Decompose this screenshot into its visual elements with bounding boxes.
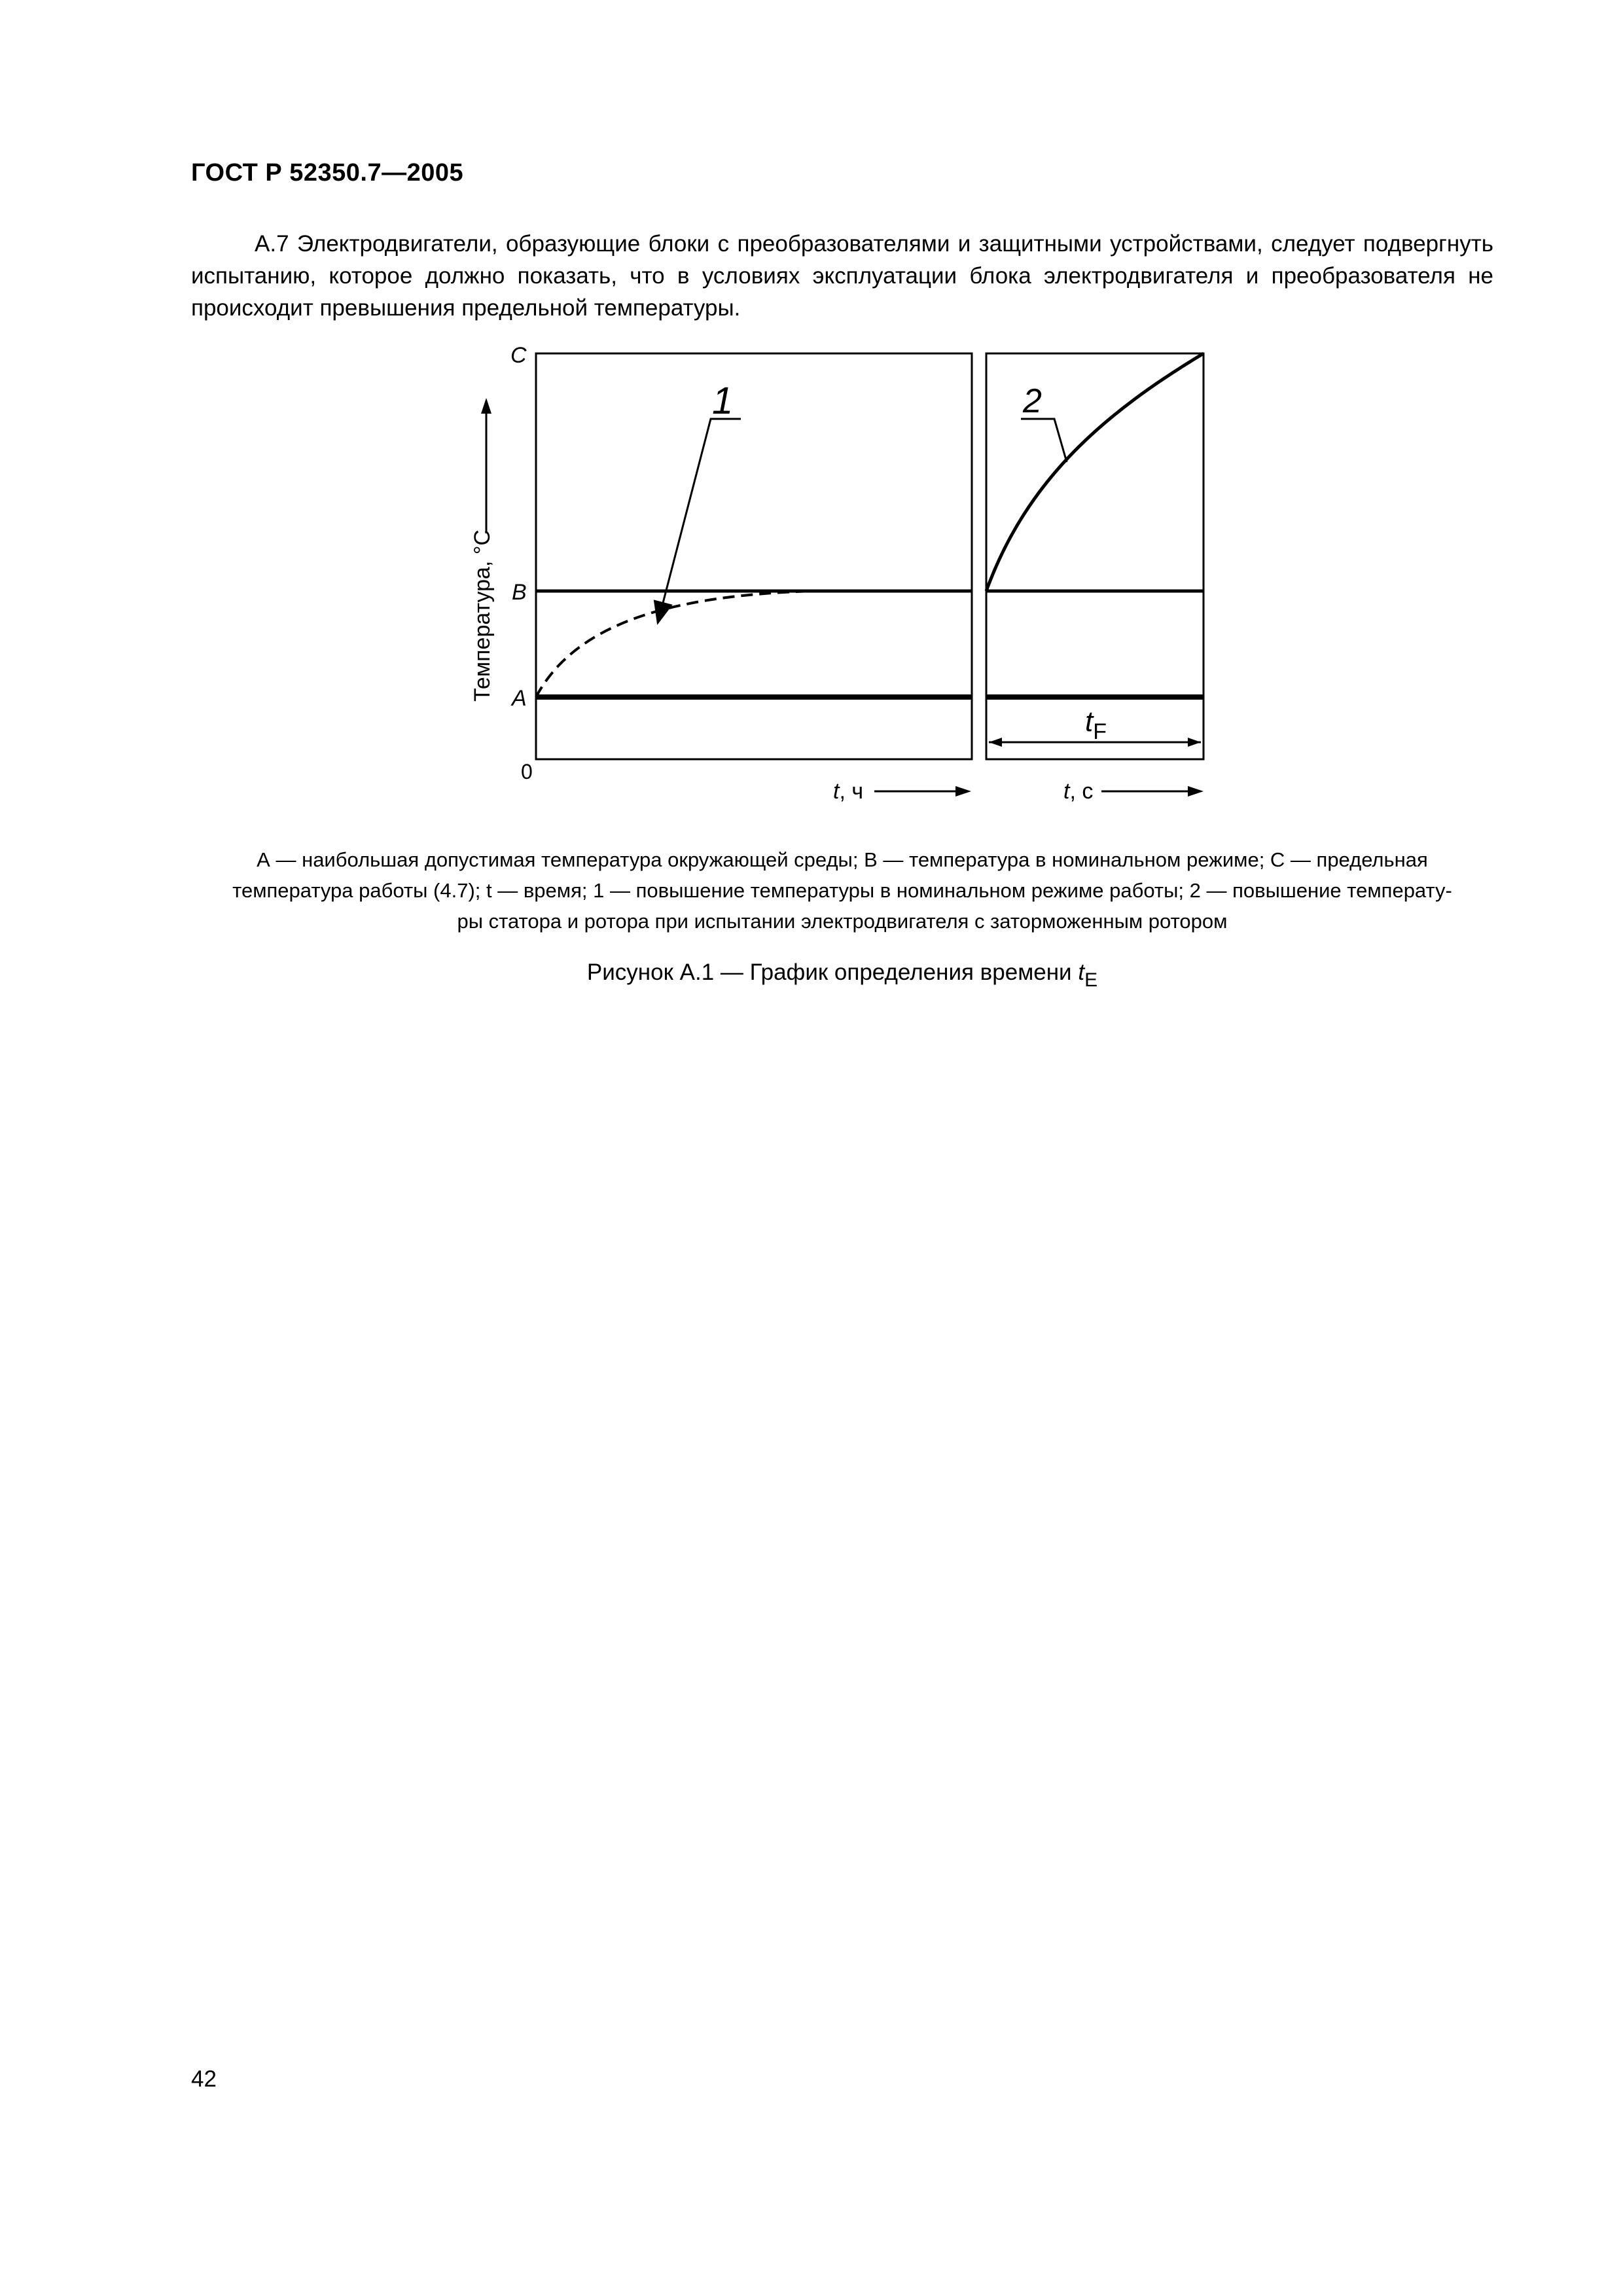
interval-tf-label: $t_F$ xyxy=(1085,706,1107,744)
ytick-zero: 0 xyxy=(521,760,533,783)
x-axis-label-seconds: t, с xyxy=(1063,779,1094,804)
curve-1-nominal xyxy=(536,591,812,697)
curve-1-label: 1 xyxy=(712,380,734,422)
figure-caption xyxy=(191,960,1493,992)
ytick-a: А xyxy=(512,686,527,711)
curve-2-leader xyxy=(1021,419,1067,462)
x-axis-arrow-hours-head xyxy=(955,786,971,797)
legend-line-2: температура работы (4.7); t — время; 1 — повышение температуры в номинальном режиме работы; 2 — повышение температу- xyxy=(232,879,1452,902)
legend-line-1: А — наибольшая допустимая температура окружающей среды; В — температура в номинальном режиме; С — предельная xyxy=(257,848,1428,871)
figure-legend xyxy=(191,844,1493,937)
document-header: ГОСТ Р 52350.7—2005 xyxy=(191,159,464,187)
y-axis-arrow-head xyxy=(481,398,491,414)
curve-2-label: 2 xyxy=(1023,382,1042,420)
ytick-b: В xyxy=(512,580,527,605)
y-axis-label: Температура, °С xyxy=(470,529,495,702)
legend-line-3: ры статора и ротора при испытании электродвигателя с заторможенным ротором xyxy=(457,910,1228,933)
temperature-time-diagram xyxy=(458,340,1243,818)
x-axis-arrow-seconds-head xyxy=(1188,786,1204,797)
caption-prefix: Рисунок А.1 — График определения времени xyxy=(586,960,1079,985)
page-number: 42 xyxy=(191,2066,217,2092)
x-axis-label-hours: t, ч xyxy=(833,779,864,804)
curve-2-locked-rotor xyxy=(986,353,1204,591)
interval-arrow-right xyxy=(1188,738,1201,747)
paragraph-a7: А.7 Электродвигатели, образующие блоки с преобразователями и защитными устройствами, следует подвергнуть испытанию, которое должно показать, что в условиях эксплуатации блока электродвигателя и преобразователя не происходит превышения предельной температуры. xyxy=(191,231,1493,321)
caption-variable: t xyxy=(1078,960,1085,985)
ytick-c: С xyxy=(510,343,527,368)
figure-a1 xyxy=(458,340,1243,818)
interval-arrow-left xyxy=(989,738,1002,747)
caption-subscript: E xyxy=(1084,969,1098,991)
